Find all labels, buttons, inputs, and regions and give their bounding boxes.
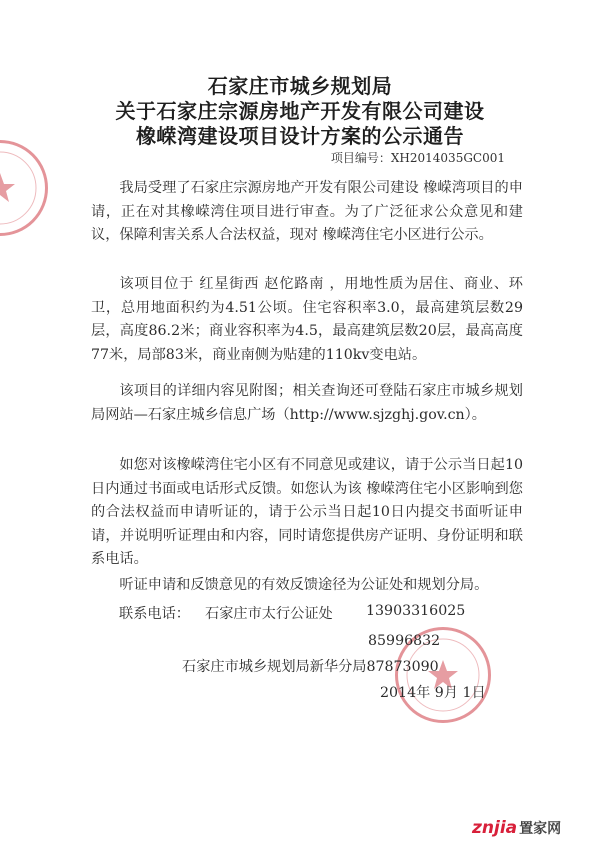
seal-stamp-left: [0, 140, 48, 236]
branch-office-line: 石家庄市城乡规划局新华分局87873090: [182, 659, 439, 675]
contact-organization: 石家庄市太行公证处: [205, 606, 333, 622]
watermark-logo: [472, 818, 561, 838]
paragraph-website-info: 该项目的详细内容见附图；相关查询还可登陆石家庄市城乡规划局网站—石家庄城乡信息广场（http://www.sjzghj.gov.cn）。: [91, 383, 523, 423]
project-number: 项目编号：XH2014035GC001: [330, 151, 505, 165]
document-title-line1: 石家庄市城乡规划局: [207, 74, 393, 98]
watermark-chinese: 置家网: [519, 821, 562, 837]
contact-phone-primary: 13903316025: [366, 603, 466, 619]
paragraph-project-details: 该项目位于 红星街西 赵佗路南 ，用地性质为居住、商业、环卫，总用地面积约为4.51公顷。住宅容积率3.0，最高建筑层数29层，高度86.2米；商业容积率为4.5，最高建筑层数20层，最高高度77米，局部83米，商业南侧为贴建的110kv变电站。: [91, 276, 523, 363]
paragraph-application: 我局受理了石家庄宗源房地产开发有限公司建设 橡嵘湾项目的申请，正在对其橡嵘湾住项目进行审查。为了广泛征求公众意见和建议，保障利害关系人合法权益，现对 橡嵘湾住宅小区进行公示。: [91, 180, 523, 244]
document-title-line3: 橡嵘湾建设项目设计方案的公示通告: [136, 124, 464, 148]
issue-date: 2014年 9月 1日: [380, 685, 486, 701]
contact-phone-secondary: 85996832: [368, 633, 441, 649]
paragraph-channels: 听证申请和反馈意见的有效反馈途径为公证处和规划分局。: [119, 577, 489, 593]
paragraph-feedback-hearing: 如您对该橡嵘湾住宅小区有不同意见或建议，请于公示当日起10日内通过书面或电话形式反馈。如您认为该 橡嵘湾住宅小区影响到您的合法权益而申请听证的，请于公示当日起10日内提交书面听证申请，并说明听证理由和内容，同时请您提供房产证明、身份证明和联系电话。: [91, 457, 523, 568]
contact-label: 联系电话：: [119, 606, 190, 622]
document-title-line2: 关于石家庄宗源房地产开发有限公司建设: [115, 99, 485, 123]
watermark-latin: znjia: [472, 818, 518, 838]
